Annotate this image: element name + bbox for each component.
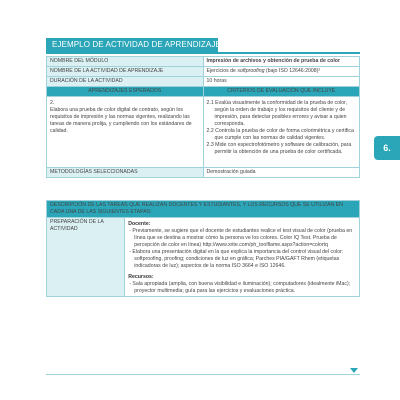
docente-item-text: Previamente, se sugiere que el docente de estudiantes realice el test visual de color (prueba en línea que se destina a mostrar cómo la persona ve los colores. Color IQ Test. Prueba de percepción de color en línea) http://www.xrite.com/ph_toolflame.aspx?action=colortq xyxy=(132,228,353,248)
activity-info-table xyxy=(46,56,360,178)
tasks-description-header: DESCRIPCIÓN DE LAS TAREAS QUE REALIZAN DOCENTES Y ESTUDIANTES, Y LOS RECURSOS QUE SE UTILIZAN EN CADA UNA DE LAS SIGUIENTES ETAPAS: xyxy=(47,201,360,218)
expected-learning-text: 2. Elabora una prueba de color digital de contrato, según los requisitos de impresión y las normas vigentes, realizando las tareas de manera prolija, y cumpliendo con los estándares de calidad. xyxy=(47,97,204,168)
activity-value-prefix: Ejercicios de xyxy=(206,68,238,74)
learning-row xyxy=(47,97,360,168)
docente-item: - Previamente, se sugiere que el docente de estudiantes realice el test visual de color (prueba en línea que se destina a mostrar cómo la persona ve los colores. Color IQ Test. Prueba de percepción de color en línea) http://www.xrite.com/ph_toolflame.aspx?action=colortq xyxy=(129,228,353,248)
methodology-row xyxy=(47,168,360,178)
activity-label: NOMBRE DE LA ACTIVIDAD DE APRENDIZAJE xyxy=(47,67,204,77)
tasks-header-row xyxy=(47,201,360,218)
duration-row xyxy=(47,77,360,87)
criteria-cell xyxy=(203,97,360,168)
criteria-item: 2.1 Evalúa visualmente la conformidad de la prueba de color, según la orden de trabajo y los requisitos del cliente y de impresión, para detectar posibles errores y avisar a quien corresponda. xyxy=(206,100,347,127)
criteria-item: 2.3 Mide con espectrofotómetro y software de calibración, para permitir la obtención de una prueba de color certificada. xyxy=(206,142,352,155)
page-title: EJEMPLO DE ACTIVIDAD DE APRENDIZAJE xyxy=(46,38,218,52)
docente-item: - Elabora una presentación digital en la que explica la importancia del control visual del color: softproofing, proofing; condiciones de luz en gráfica; Parches PIA/GAFT Rhem (etiquetas indicadoras de luz); aspectos de la norma ISO 3664 e ISO 12646. xyxy=(129,249,344,269)
methodology-label: METODOLOGÍAS SELECCIONADAS xyxy=(47,168,204,178)
duration-value: 10 horas xyxy=(203,77,360,87)
title-divider xyxy=(46,52,360,54)
evaluation-criteria-header: CRITERIOS DE EVALUACIÓN QUE INCLUYE xyxy=(203,87,360,97)
recursos-item-text: Sala apropiada (amplia, con buena visibilidad e iluminación); computadores (idealmente iMac); proyector multimedia; guía para las ejercicios y evaluaciones práctica. xyxy=(132,281,351,294)
activity-value-suffix: (bajo ISO 12646:2008)² xyxy=(264,68,321,74)
activity-value xyxy=(203,67,360,77)
headers-row xyxy=(47,87,360,97)
docente-heading: Docente: xyxy=(128,221,151,227)
criteria-list xyxy=(207,100,357,156)
duration-label: DURACIÓN DE LA ACTIVIDAD xyxy=(47,77,204,87)
module-row xyxy=(47,57,360,67)
preparation-label: PREPARACIÓN DE LA ACTIVIDAD xyxy=(47,218,125,297)
recursos-heading: Recursos: xyxy=(128,274,154,280)
activity-value-emphasis: softproofing xyxy=(237,68,265,74)
recursos-item: - Sala apropiada (amplia, con buena visibilidad e iluminación); computadores (idealmente iMac); proyector multimedia; guía para las ejercicios y evaluaciones práctica. xyxy=(129,281,351,294)
methodology-value: Demostración guiada xyxy=(203,168,360,178)
activity-row xyxy=(47,67,360,77)
preparation-row xyxy=(47,218,360,297)
docente-item-text: Elabora una presentación digital en la que explica la importancia del control visual del color: softproofing, proofing; condiciones de luz en gráfica; Parches PIA/GAFT Rhem (etiquetas indicadoras de luz); aspectos de la norma ISO 3664 e ISO 12646. xyxy=(132,249,344,269)
module-value: Impresión de archivos y obtención de prueba de color xyxy=(203,57,360,67)
module-label: NOMBRE DEL MÓDULO xyxy=(47,57,204,67)
recursos-list xyxy=(128,281,356,295)
preparation-content xyxy=(125,218,360,297)
page-bottom-rule xyxy=(46,374,360,375)
docente-list xyxy=(128,228,356,270)
continue-arrow-icon xyxy=(350,368,358,373)
expected-learning-header: APRENDIZAJES ESPERADOS xyxy=(47,87,204,97)
tasks-table xyxy=(46,200,360,297)
criteria-item: 2.2 Controla la prueba de color de forma colorimétrica y certifica que cumple con las normas de calidad vigentes. xyxy=(206,128,354,141)
chapter-tab[interactable]: 6. xyxy=(374,136,400,160)
